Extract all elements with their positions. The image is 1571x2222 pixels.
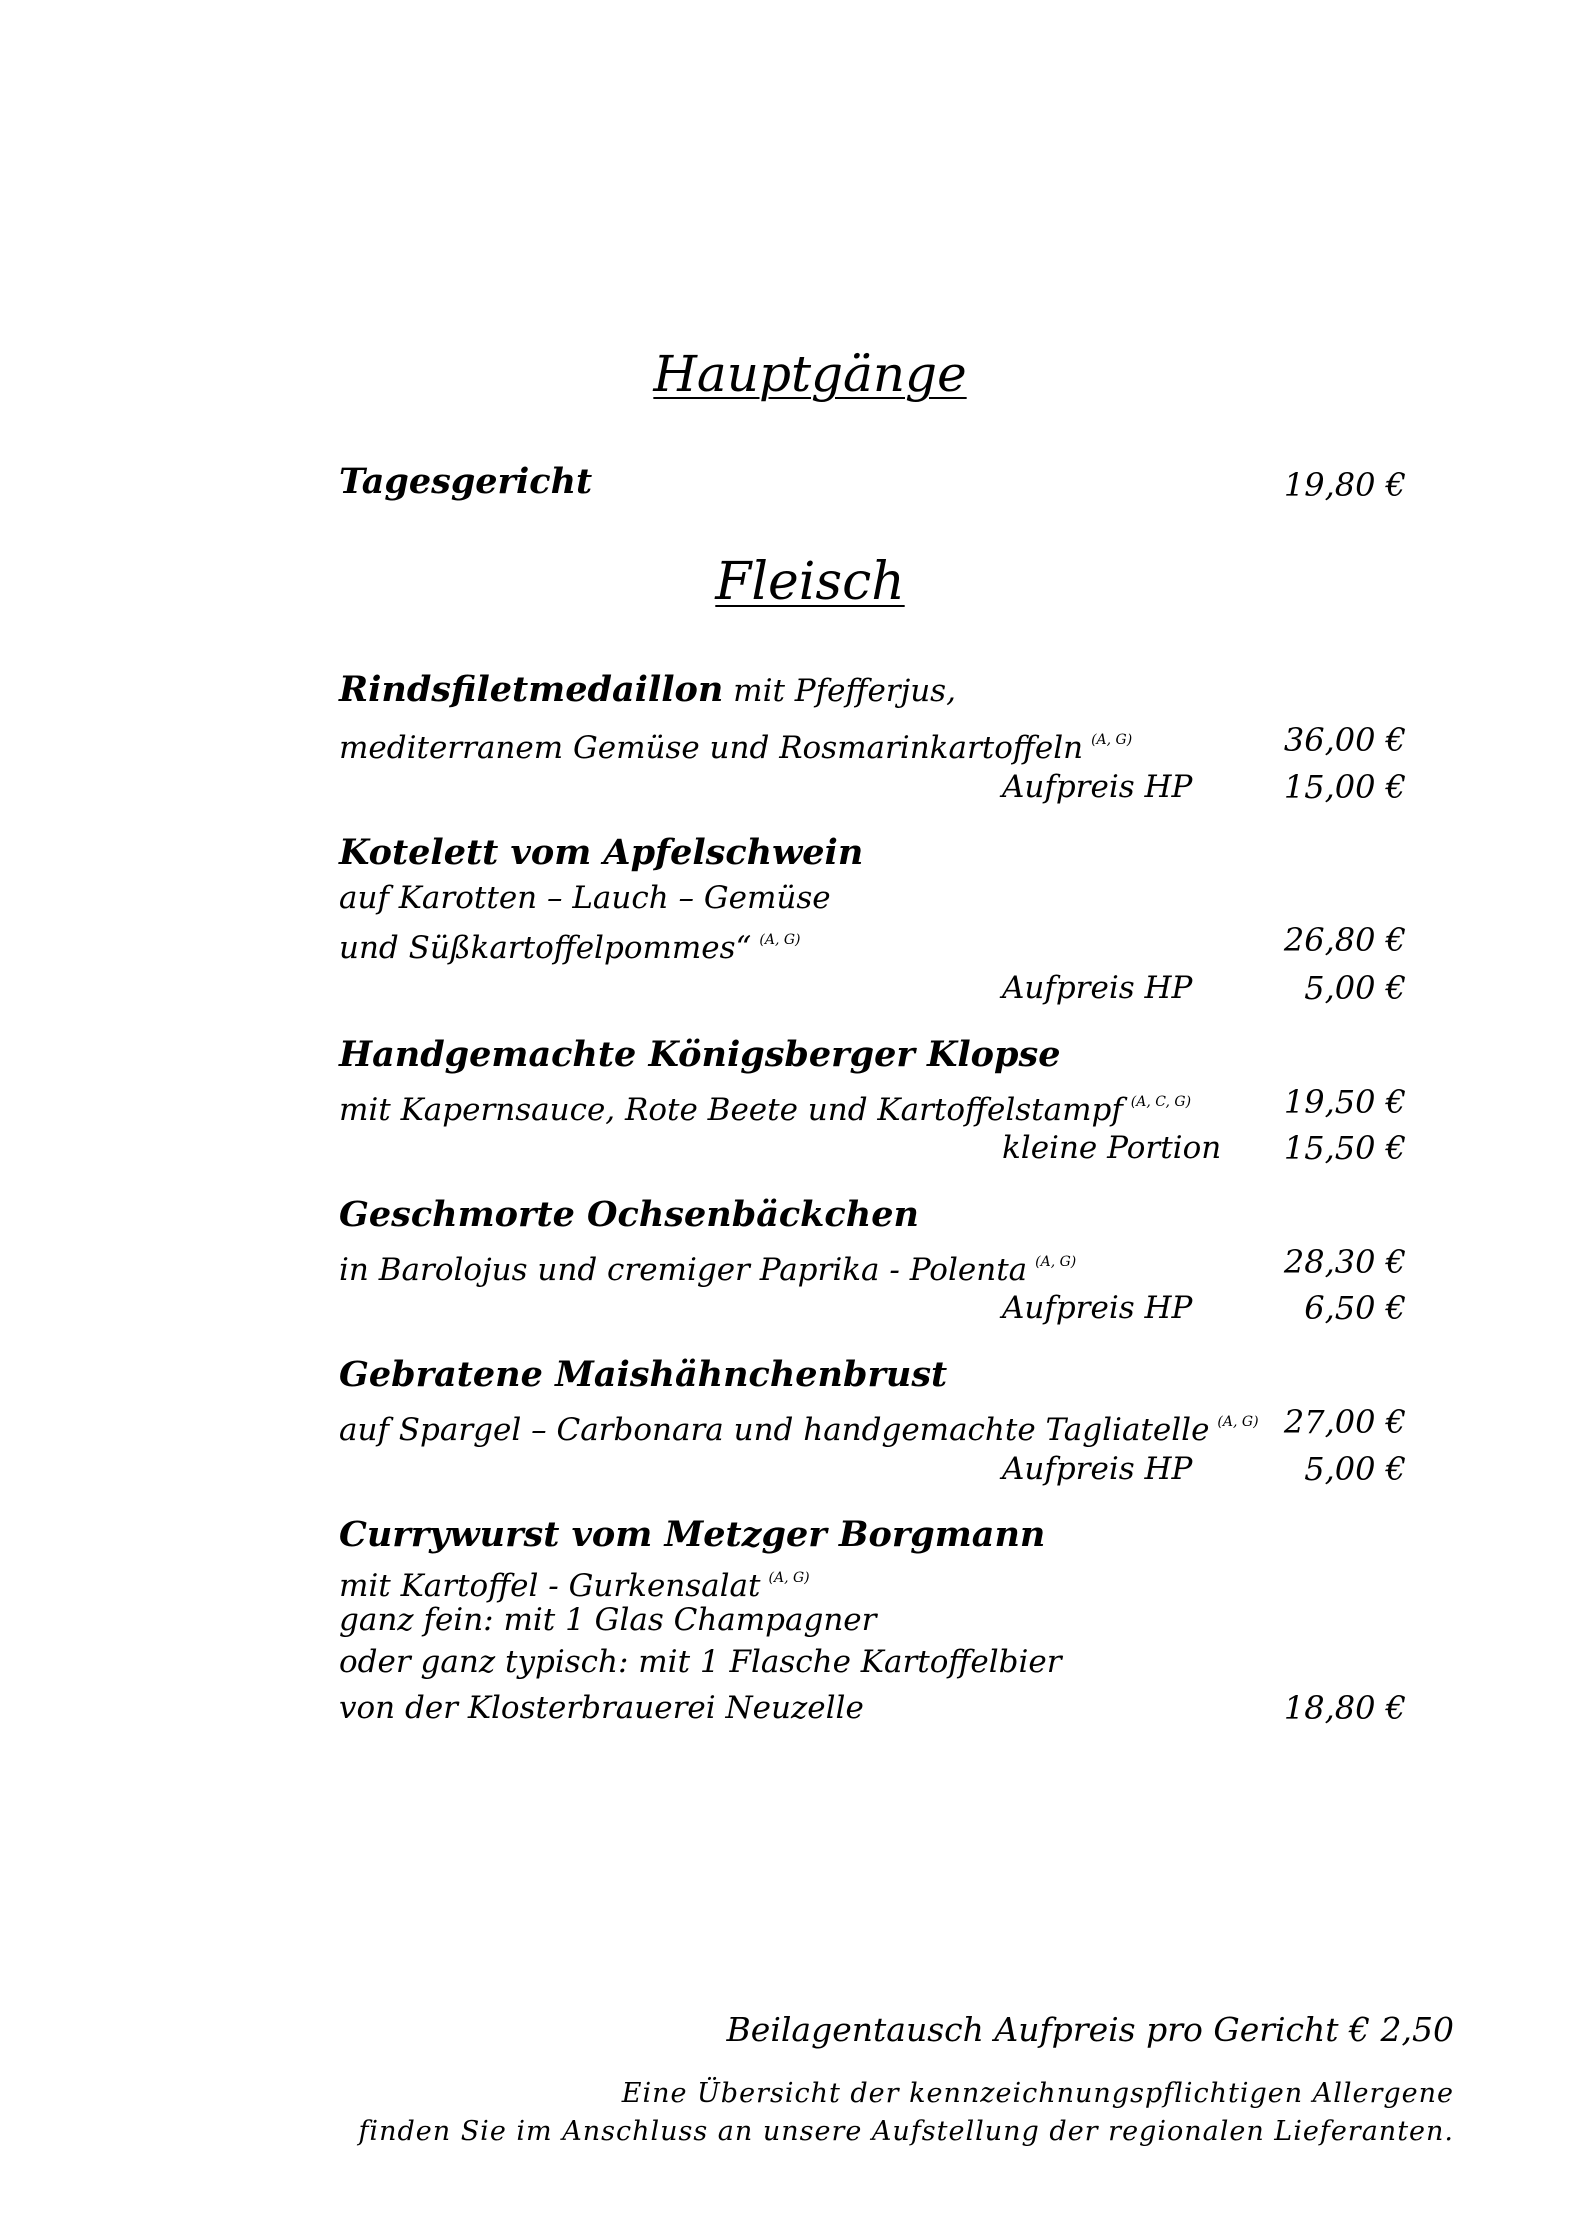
dish-desc-text: mit Kapernsauce, Rote Beete und Kartoffelstampf — [339, 1092, 1123, 1128]
dish-title: Geschmorte Ochsenbäckchen — [339, 1194, 919, 1235]
dish-title-line — [339, 670, 956, 711]
dish-title-suffix: mit Pfefferjus, — [723, 673, 956, 709]
dish-extra-price: 15,00 € — [1283, 768, 1406, 806]
dish-extra-label: Aufpreis HP — [1002, 970, 1193, 1006]
dish-desc-text: oder ganz typisch: mit 1 Flasche Kartoffelbier — [339, 1644, 1062, 1680]
dish-description — [339, 1082, 1191, 1130]
dish-price: 28,30 € — [1283, 1243, 1406, 1281]
page-title: Hauptgänge — [653, 345, 967, 403]
dish-title: Gebratene Maishähnchenbrust — [339, 1354, 948, 1395]
allergen-codes: (A, C, G) — [1130, 1094, 1192, 1110]
dish-price: 27,00 € — [1283, 1403, 1406, 1441]
dish-extra-label: Aufpreis HP — [1002, 1290, 1193, 1326]
dish-desc-text: ganz fein: mit 1 Glas Champagner — [339, 1602, 877, 1638]
allergen-note-line2: finden Sie im Anschluss an unsere Aufstellung der regionalen Lieferanten. — [358, 2116, 1454, 2147]
dish-desc-text: mediterranem Gemüse und Rosmarinkartoffeln — [339, 730, 1084, 766]
dish-description — [339, 720, 1132, 768]
dish-extra-price: 6,50 € — [1304, 1289, 1406, 1327]
dish-desc-text: auf Spargel – Carbonara und handgemachte Tagliatelle — [339, 1412, 1210, 1448]
allergen-codes: (A, G) — [759, 932, 801, 948]
daily-dish-price: 19,80 € — [1283, 466, 1406, 504]
dish-price: 36,00 € — [1283, 721, 1406, 759]
allergen-codes: (A, G) — [1035, 1254, 1077, 1270]
dish-extra-label: Aufpreis HP — [1002, 1451, 1193, 1487]
dish-desc-text: und Süßkartoffelpommes“ — [339, 930, 752, 966]
dish-extra-price: 15,50 € — [1283, 1129, 1406, 1167]
allergen-note-line1: Eine Übersicht der kennzeichnungspflichtigen Allergene — [621, 2078, 1454, 2109]
dish-description — [339, 1402, 1259, 1450]
allergen-codes: (A, G) — [1217, 1414, 1259, 1430]
dish-desc-text: in Barolojus und cremiger Paprika - Polenta — [339, 1252, 1028, 1288]
side-dish-surcharge-note: Beilagentausch Aufpreis pro Gericht € 2,50 — [726, 2010, 1454, 2049]
section-title: Fleisch — [715, 552, 905, 612]
dish-desc-text: von der Klosterbrauerei Neuzelle — [339, 1690, 864, 1726]
dish-price: 26,80 € — [1283, 921, 1406, 959]
dish-description — [339, 1558, 810, 1606]
daily-dish-name: Tagesgericht — [339, 461, 593, 502]
dish-title: Kotelett vom Apfelschwein — [339, 832, 864, 873]
dish-desc-text: mit Kartoffel - Gurkensalat — [339, 1568, 761, 1604]
dish-title: Currywurst vom Metzger Borgmann — [339, 1514, 1046, 1555]
allergen-codes: (A, G) — [768, 1570, 810, 1586]
dish-price: 19,50 € — [1283, 1083, 1406, 1121]
dish-description — [339, 920, 801, 968]
dish-extra-price: 5,00 € — [1304, 1450, 1406, 1488]
dish-extra-label: Aufpreis HP — [1002, 769, 1193, 805]
dish-desc-text: auf Karotten – Lauch – Gemüse — [339, 880, 831, 916]
dish-extra-price: 5,00 € — [1304, 969, 1406, 1007]
dish-title: Handgemachte Königsberger Klopse — [339, 1034, 1061, 1075]
dish-extra-label: kleine Portion — [1002, 1130, 1222, 1166]
dish-description — [339, 1242, 1076, 1290]
allergen-codes: (A, G) — [1091, 732, 1133, 748]
dish-price: 18,80 € — [1283, 1689, 1406, 1727]
dish-title: Rindsfiletmedaillon — [339, 669, 724, 710]
